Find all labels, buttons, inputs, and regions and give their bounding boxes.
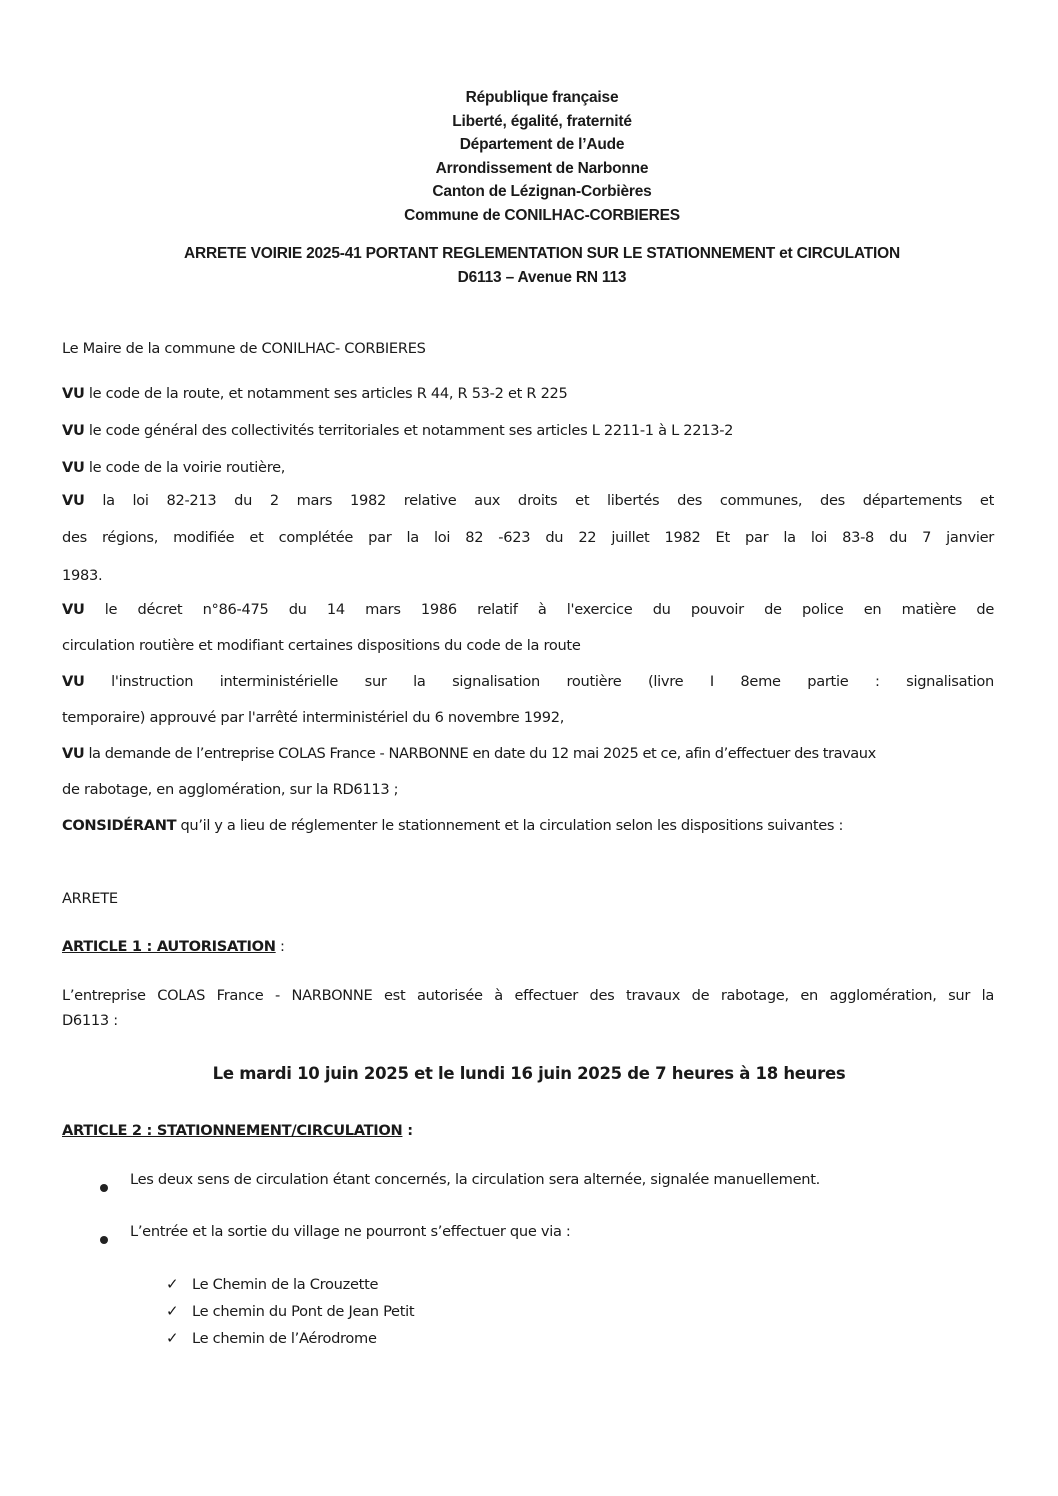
document-header xyxy=(0,86,1058,227)
bullet-dot xyxy=(100,1236,108,1244)
visa-loi-1982-a: VU la loi 82-213 du 2 mars 1982 relative aux droits et libertés des communes, des départements et xyxy=(62,492,994,509)
article1-dates: Le mardi 10 juin 2025 et le lundi 16 juin 2025 de 7 heures à 18 heures xyxy=(212,1064,846,1083)
route-item: Le chemin du Pont de Jean Petit xyxy=(192,1303,415,1320)
vu-label: VU xyxy=(62,422,85,439)
checkmark-icon: ✓ xyxy=(166,1275,179,1293)
visa-demande-b: de rabotage, en agglomération, sur la RD6113 ; xyxy=(62,781,399,798)
visa-decret-b: circulation routière et modifiant certaines dispositions du code de la route xyxy=(62,637,581,654)
visa-demande-a: VU la demande de l’entreprise COLAS France - NARBONNE en date du 12 mai 2025 et ce, afin d’effectuer des travaux xyxy=(62,745,876,762)
visa-loi-1982-c: 1983. xyxy=(62,567,103,584)
route-item: Le chemin de l’Aérodrome xyxy=(192,1330,377,1347)
visa-code-route: VU le code de la route, et notamment ses articles R 44, R 53-2 et R 225 xyxy=(62,385,568,402)
header-line-commune: Commune de CONILHAC-CORBIERES xyxy=(404,206,680,224)
route-item: Le Chemin de la Crouzette xyxy=(192,1276,379,1293)
vu-label: VU xyxy=(62,385,85,402)
vu-label: VU xyxy=(62,745,85,762)
article2-bullet-1: Les deux sens de circulation étant concernés, la circulation sera alternée, signalée manuellement. xyxy=(130,1171,820,1188)
document-title xyxy=(0,242,1058,290)
header-line-arrondissement: Arrondissement de Narbonne xyxy=(435,159,649,177)
article1-heading: ARTICLE 1 : AUTORISATION : xyxy=(62,938,285,955)
vu-label: VU xyxy=(62,492,85,509)
visa-cgct: VU le code général des collectivités territoriales et notamment ses articles L 2211-1 à L 2213-2 xyxy=(62,422,734,439)
title-line-1: ARRETE VOIRIE 2025-41 PORTANT REGLEMENTATION SUR LE STATIONNEMENT et CIRCULATION xyxy=(184,245,900,262)
header-line-devise: Liberté, égalité, fraternité xyxy=(452,112,632,130)
checkmark-icon: ✓ xyxy=(166,1302,179,1320)
bullet-dot xyxy=(100,1184,108,1192)
visa-instruction-a: VU l'instruction interministérielle sur la signalisation routière (livre I 8eme partie : signalisation xyxy=(62,673,994,690)
considerant-label: CONSIDÉRANT xyxy=(62,817,177,834)
article1-text-1: L’entreprise COLAS France - NARBONNE est autorisée à effectuer des travaux de rabotage, en agglomération, sur la xyxy=(62,987,994,1004)
article1-text-2: D6113 : xyxy=(62,1012,118,1029)
article2-bullet-2: L’entrée et la sortie du village ne pourront s’effectuer que via : xyxy=(130,1223,571,1240)
title-line-2: D6113 – Avenue RN 113 xyxy=(457,269,627,286)
header-line-canton: Canton de Lézignan-Corbières xyxy=(432,183,652,200)
arrete-heading: ARRETE xyxy=(62,890,118,907)
visa-instruction-b: temporaire) approuvé par l'arrêté interministériel du 6 novembre 1992, xyxy=(62,709,565,726)
vu-label: VU xyxy=(62,673,85,690)
considerant: CONSIDÉRANT qu’il y a lieu de réglementer le stationnement et la circulation selon les dispositions suivantes : xyxy=(62,817,844,834)
intro-maire: Le Maire de la commune de CONILHAC- CORBIERES xyxy=(62,340,426,357)
header-line-republique: République française xyxy=(465,89,619,106)
vu-label: VU xyxy=(62,459,85,476)
visa-voirie: VU le code de la voirie routière, xyxy=(62,459,286,476)
article2-heading: ARTICLE 2 : STATIONNEMENT/CIRCULATION : xyxy=(62,1122,413,1139)
visa-loi-1982-b: des régions, modifiée et complétée par la loi 82 -623 du 22 juillet 1982 Et par la loi 83-8 du 7 janvier xyxy=(62,529,994,546)
vu-label: VU xyxy=(62,601,85,618)
header-line-departement: Département de l’Aude xyxy=(459,136,625,153)
visa-decret-a: VU le décret n°86-475 du 14 mars 1986 relatif à l'exercice du pouvoir de police en matière de xyxy=(62,601,994,618)
checkmark-icon: ✓ xyxy=(166,1329,179,1347)
